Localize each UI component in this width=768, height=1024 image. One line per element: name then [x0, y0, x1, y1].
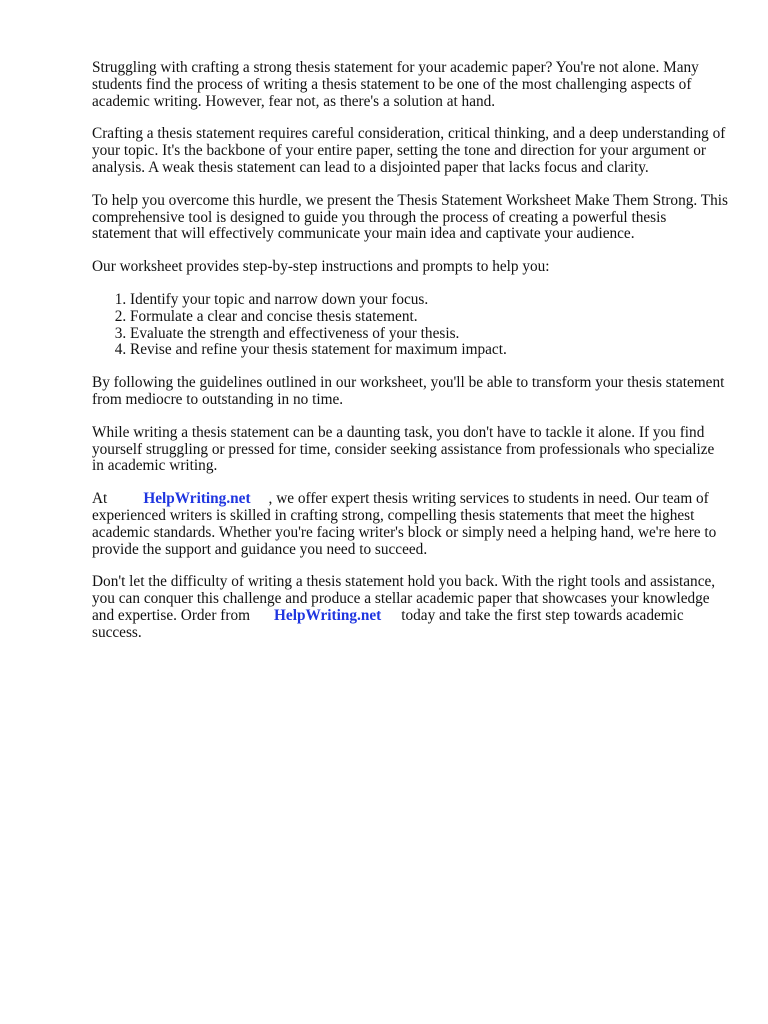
- document-page: [92, 60, 728, 658]
- list-item: 1. Identify your topic and narrow down your focus.: [130, 292, 728, 309]
- list-item: 3. Evaluate the strength and effectiveness of your thesis.: [130, 326, 728, 343]
- closing-lead-text: Don't let the difficulty of writing a thesis statement hold you back. With the right tools and assistance, you can conquer this challenge and produce a stellar academic paper that showcases your knowledge and expertise. Order from: [92, 573, 716, 624]
- paragraph-services: [92, 491, 728, 558]
- paragraph-daunting-task: While writing a thesis statement can be a daunting task, you don't have to tackle it alone. If you find yourself struggling or pressed for time, consider seeking assistance from professionals who specialize in academic writing.: [92, 423, 715, 475]
- helpwriting-order-link[interactable]: HelpWriting.net: [274, 606, 382, 624]
- list-item: 2. Formulate a clear and concise thesis statement.: [130, 309, 728, 326]
- paragraph-worksheet-intro: To help you overcome this hurdle, we present the Thesis Statement Worksheet Make Them Strong. This comprehensive tool is designed to guide you through the process of creating a powerful thesis statement that will effectively communicate your main idea and captivate your audience.: [92, 191, 728, 243]
- paragraph-intro: Struggling with crafting a strong thesis statement for your academic paper? You're not alone. Many students find the process of writing a thesis statement to be one of the most challenging aspects of academic writing. However, fear not, as there's a solution at hand.: [92, 59, 699, 110]
- paragraph-crafting: Crafting a thesis statement requires careful consideration, critical thinking, and a deep understanding of your topic. It's the backbone of your entire paper, setting the tone and direction for your argument or analysis. A weak thesis statement can lead to a disjointed paper that lacks focus and clarity.: [92, 125, 726, 176]
- services-body-text: , we offer expert thesis writing services to students in need. Our team of experienced writers is skilled in crafting strong, compelling thesis statements that meet the highest academic standards. Whether you're facing writer's block or simply need a helping hand, we're here to provide the support and guidance you need to succeed.: [92, 490, 717, 558]
- paragraph-closing: [92, 574, 728, 641]
- helpwriting-link[interactable]: HelpWriting.net: [143, 490, 251, 508]
- paragraph-worksheet-provides: Our worksheet provides step-by-step instructions and prompts to help you:: [92, 258, 550, 276]
- services-lead-text: At: [92, 490, 108, 508]
- paragraph-guidelines: By following the guidelines outlined in our worksheet, you'll be able to transform your thesis statement from mediocre to outstanding in no time.: [92, 374, 725, 408]
- steps-list: [92, 292, 728, 359]
- list-item: 4. Revise and refine your thesis statement for maximum impact.: [130, 342, 728, 359]
- closing-tail-text: today and take the first step towards academic success.: [92, 606, 684, 641]
